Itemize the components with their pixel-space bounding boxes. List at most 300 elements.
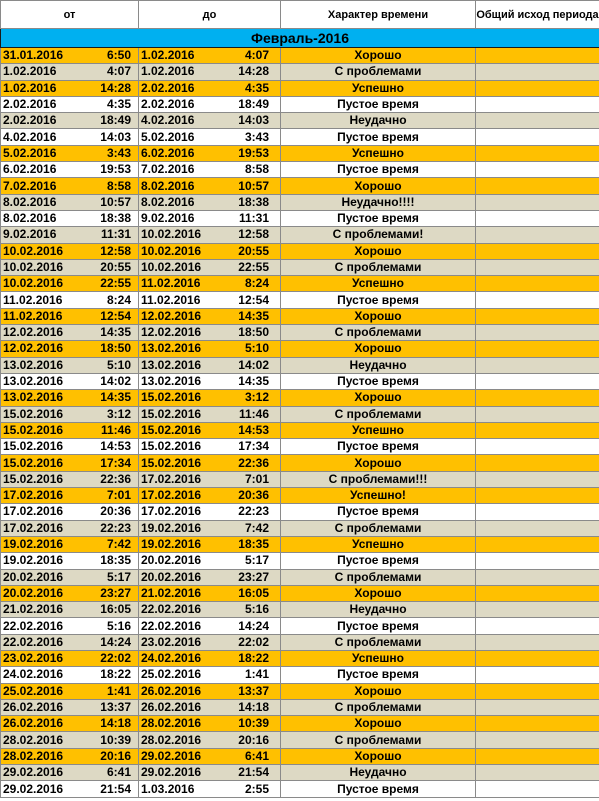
time-value: 8:58 — [244, 162, 269, 177]
cell-result — [476, 585, 599, 601]
time-value: 10:39 — [100, 732, 131, 747]
cell-to — [139, 373, 281, 389]
date-value: 26.02.2016 — [141, 683, 202, 698]
cell-type: С проблемами — [281, 520, 476, 536]
cell-from — [1, 504, 139, 520]
cell-from — [1, 325, 139, 341]
date-value: 13.02.2016 — [141, 341, 202, 356]
date-value: 31.01.2016 — [3, 48, 64, 63]
month-label: Февраль-2016 — [1, 29, 599, 48]
date-value: 17.02.2016 — [3, 520, 64, 535]
time-value: 5:16 — [244, 602, 269, 617]
date-value: 28.02.2016 — [141, 732, 202, 747]
time-value: 14:24 — [100, 634, 131, 649]
time-value: 21:54 — [100, 781, 131, 796]
time-value: 2:55 — [244, 781, 269, 796]
date-value: 19.02.2016 — [141, 520, 202, 535]
date-value: 13.02.2016 — [3, 374, 64, 389]
date-value: 9.02.2016 — [141, 211, 195, 226]
table-row — [1, 455, 599, 471]
cell-result — [476, 145, 599, 161]
date-value: 20.02.2016 — [141, 553, 202, 568]
table-row — [1, 471, 599, 487]
cell-type: Пустое время — [281, 210, 476, 226]
column-header-result: Общий исход периода — [476, 1, 599, 29]
date-value: 11.02.2016 — [3, 308, 63, 323]
cell-from — [1, 390, 139, 406]
table-row — [1, 325, 599, 341]
date-value: 15.02.2016 — [141, 422, 202, 437]
time-value: 12:58 — [238, 227, 269, 242]
time-value: 18:49 — [238, 97, 269, 112]
cell-from — [1, 667, 139, 683]
time-value: 1:41 — [244, 667, 269, 682]
column-header-to: до — [139, 1, 281, 29]
cell-to — [139, 699, 281, 715]
cell-from — [1, 520, 139, 536]
time-value: 18:38 — [238, 194, 269, 209]
date-value: 6.02.2016 — [141, 145, 195, 160]
cell-result — [476, 422, 599, 438]
table-row — [1, 210, 599, 226]
time-value: 11:31 — [238, 211, 269, 226]
cell-to — [139, 276, 281, 292]
cell-result — [476, 162, 599, 178]
table-row — [1, 716, 599, 732]
table-row — [1, 667, 599, 683]
date-value: 20.02.2016 — [141, 569, 202, 584]
cell-to — [139, 129, 281, 145]
cell-result — [476, 667, 599, 683]
cell-to — [139, 650, 281, 666]
cell-result — [476, 732, 599, 748]
time-value: 19:53 — [238, 145, 269, 160]
cell-from — [1, 455, 139, 471]
cell-result — [476, 618, 599, 634]
date-value: 23.02.2016 — [141, 634, 202, 649]
cell-type: Неудачно — [281, 113, 476, 129]
cell-result — [476, 373, 599, 389]
time-value: 20:55 — [100, 260, 131, 274]
table-row — [1, 683, 599, 699]
cell-to — [139, 471, 281, 487]
date-value: 10.02.2016 — [3, 243, 64, 258]
cell-result — [476, 765, 599, 781]
table-row — [1, 308, 599, 324]
cell-result — [476, 276, 599, 292]
cell-type: С проблемами! — [281, 227, 476, 243]
date-value: 7.02.2016 — [3, 178, 57, 193]
cell-from — [1, 276, 139, 292]
time-value: 22:36 — [100, 471, 131, 486]
table-row — [1, 227, 599, 243]
date-value: 26.02.2016 — [3, 700, 64, 715]
cell-from — [1, 178, 139, 194]
time-value: 16:05 — [100, 602, 131, 617]
date-value: 22.02.2016 — [3, 618, 64, 633]
time-value: 14:53 — [100, 439, 131, 454]
cell-type: Пустое время — [281, 667, 476, 683]
time-value: 5:17 — [106, 569, 131, 584]
time-value: 4:07 — [106, 64, 131, 79]
date-value: 17.02.2016 — [141, 488, 202, 503]
date-value: 15.02.2016 — [141, 390, 202, 405]
cell-result — [476, 602, 599, 618]
time-value: 14:53 — [238, 422, 269, 437]
date-value: 1.02.2016 — [3, 64, 57, 79]
cell-to — [139, 162, 281, 178]
table-row — [1, 422, 599, 438]
time-value: 21:54 — [238, 765, 269, 780]
cell-result — [476, 48, 599, 64]
date-value: 1.03.2016 — [141, 781, 195, 796]
time-value: 11:31 — [100, 227, 131, 242]
cell-result — [476, 553, 599, 569]
table-row — [1, 64, 599, 80]
time-value: 12:54 — [100, 308, 131, 323]
cell-result — [476, 634, 599, 650]
date-value: 17.02.2016 — [3, 488, 64, 503]
cell-type: Пустое время — [281, 504, 476, 520]
table-row — [1, 373, 599, 389]
date-value: 29.02.2016 — [141, 748, 202, 763]
date-value: 2.02.2016 — [141, 80, 195, 95]
date-value: 2.02.2016 — [3, 97, 57, 112]
date-value: 15.02.2016 — [3, 422, 64, 437]
date-value: 1.02.2016 — [3, 80, 57, 95]
cell-from — [1, 80, 139, 96]
table-row — [1, 341, 599, 357]
cell-from — [1, 210, 139, 226]
cell-type: Пустое время — [281, 373, 476, 389]
cell-to — [139, 553, 281, 569]
cell-from — [1, 650, 139, 666]
cell-type: С проблемами — [281, 732, 476, 748]
cell-to — [139, 145, 281, 161]
time-value: 22:02 — [238, 634, 269, 649]
cell-to — [139, 748, 281, 764]
cell-from — [1, 64, 139, 80]
time-value: 23:27 — [100, 585, 131, 600]
time-value: 10:57 — [238, 178, 269, 193]
cell-type: Пустое время — [281, 781, 476, 797]
date-value: 6.02.2016 — [3, 162, 57, 177]
time-value: 4:35 — [106, 97, 131, 112]
time-value: 10:57 — [100, 194, 131, 209]
cell-result — [476, 227, 599, 243]
date-value: 19.02.2016 — [3, 553, 64, 568]
cell-type: Неудачно — [281, 765, 476, 781]
cell-to — [139, 48, 281, 64]
cell-type: Хорошо — [281, 48, 476, 64]
time-value: 14:02 — [238, 357, 269, 372]
cell-result — [476, 781, 599, 797]
date-value: 10.02.2016 — [3, 276, 64, 291]
cell-type: Успешно — [281, 536, 476, 552]
cell-type: С проблемами — [281, 634, 476, 650]
cell-from — [1, 48, 139, 64]
cell-result — [476, 504, 599, 520]
date-value: 24.02.2016 — [3, 667, 64, 682]
date-value: 29.02.2016 — [141, 765, 202, 780]
cell-result — [476, 80, 599, 96]
time-value: 11:46 — [238, 406, 269, 421]
time-value: 3:43 — [106, 145, 131, 160]
cell-from — [1, 292, 139, 308]
cell-from — [1, 243, 139, 259]
time-value: 1:41 — [106, 683, 131, 698]
cell-type: Успешно — [281, 650, 476, 666]
cell-to — [139, 292, 281, 308]
time-value: 3:12 — [244, 390, 269, 405]
table-row — [1, 48, 599, 64]
cell-type: Хорошо — [281, 390, 476, 406]
cell-type: Хорошо — [281, 243, 476, 259]
cell-from — [1, 699, 139, 715]
time-value: 14:18 — [238, 700, 269, 715]
date-value: 22.02.2016 — [141, 618, 202, 633]
date-value: 12.02.2016 — [3, 341, 64, 356]
time-value: 6:50 — [106, 48, 131, 63]
time-value: 14:35 — [238, 308, 269, 323]
date-value: 10.02.2016 — [141, 260, 202, 274]
cell-to — [139, 455, 281, 471]
date-value: 9.02.2016 — [3, 227, 57, 242]
header-row — [1, 1, 599, 29]
date-value: 24.02.2016 — [141, 651, 202, 666]
cell-to — [139, 243, 281, 259]
table-row — [1, 699, 599, 715]
date-value: 21.02.2016 — [141, 585, 202, 600]
cell-to — [139, 308, 281, 324]
cell-from — [1, 373, 139, 389]
cell-from — [1, 422, 139, 438]
cell-result — [476, 390, 599, 406]
date-value: 28.02.2016 — [141, 716, 202, 731]
cell-result — [476, 683, 599, 699]
date-value: 13.02.2016 — [141, 357, 202, 372]
date-value: 12.02.2016 — [141, 325, 202, 340]
cell-result — [476, 406, 599, 422]
date-value: 15.02.2016 — [3, 471, 64, 486]
time-value: 22:23 — [100, 520, 131, 535]
cell-result — [476, 178, 599, 194]
cell-result — [476, 520, 599, 536]
cell-from — [1, 308, 139, 324]
cell-type: Успешно — [281, 145, 476, 161]
cell-to — [139, 520, 281, 536]
cell-to — [139, 390, 281, 406]
time-value: 19:53 — [100, 162, 131, 177]
date-value: 12.02.2016 — [3, 325, 64, 340]
cell-from — [1, 716, 139, 732]
date-value: 19.02.2016 — [3, 537, 64, 552]
time-value: 20:16 — [100, 748, 131, 763]
time-value: 22:23 — [238, 504, 269, 519]
cell-from — [1, 357, 139, 373]
date-value: 19.02.2016 — [141, 537, 202, 552]
cell-to — [139, 732, 281, 748]
time-value: 20:55 — [238, 243, 269, 258]
date-value: 4.02.2016 — [141, 113, 195, 128]
date-value: 8.02.2016 — [3, 194, 57, 209]
cell-from — [1, 113, 139, 129]
date-value: 13.02.2016 — [3, 357, 64, 372]
time-value: 18:50 — [238, 325, 269, 340]
cell-to — [139, 667, 281, 683]
time-value: 10:39 — [238, 716, 269, 731]
time-value: 22:36 — [238, 455, 269, 470]
cell-to — [139, 585, 281, 601]
table-row — [1, 243, 599, 259]
cell-type: Успешно — [281, 80, 476, 96]
table-row — [1, 80, 599, 96]
time-value: 14:35 — [238, 374, 269, 389]
table-row — [1, 292, 599, 308]
cell-from — [1, 634, 139, 650]
cell-type: С проблемами — [281, 699, 476, 715]
date-value: 29.02.2016 — [3, 781, 64, 796]
time-value: 14:02 — [100, 374, 131, 389]
time-value: 18:35 — [238, 537, 269, 552]
cell-type: Хорошо — [281, 341, 476, 357]
time-value: 7:01 — [244, 471, 269, 486]
cell-result — [476, 471, 599, 487]
date-value: 2.02.2016 — [3, 113, 57, 128]
cell-from — [1, 194, 139, 210]
table-row — [1, 259, 599, 275]
cell-to — [139, 178, 281, 194]
time-value: 23:27 — [238, 569, 269, 584]
cell-from — [1, 471, 139, 487]
cell-to — [139, 634, 281, 650]
table-row — [1, 602, 599, 618]
cell-to — [139, 683, 281, 699]
date-value: 1.02.2016 — [141, 64, 195, 79]
cell-from — [1, 536, 139, 552]
cell-result — [476, 210, 599, 226]
time-value: 7:01 — [106, 488, 131, 503]
cell-result — [476, 357, 599, 373]
time-value: 5:17 — [244, 553, 269, 568]
cell-to — [139, 210, 281, 226]
cell-type: Хорошо — [281, 683, 476, 699]
cell-from — [1, 129, 139, 145]
table-row — [1, 569, 599, 585]
date-value: 15.02.2016 — [141, 455, 202, 470]
time-value: 6:41 — [244, 748, 269, 763]
cell-type: Хорошо — [281, 716, 476, 732]
cell-type: С проблемами — [281, 259, 476, 275]
date-value: 4.02.2016 — [3, 129, 57, 144]
cell-result — [476, 650, 599, 666]
date-value: 11.02.2016 — [141, 292, 201, 307]
date-value: 15.02.2016 — [141, 439, 202, 454]
cell-result — [476, 455, 599, 471]
time-value: 11:46 — [100, 422, 131, 437]
date-value: 15.02.2016 — [3, 406, 64, 421]
cell-from — [1, 781, 139, 797]
cell-result — [476, 243, 599, 259]
date-value: 15.02.2016 — [3, 455, 64, 470]
table-row — [1, 162, 599, 178]
cell-to — [139, 504, 281, 520]
cell-result — [476, 341, 599, 357]
table-row — [1, 390, 599, 406]
time-value: 3:43 — [244, 129, 269, 144]
date-value: 22.02.2016 — [3, 634, 64, 649]
cell-from — [1, 602, 139, 618]
date-value: 23.02.2016 — [3, 651, 64, 666]
cell-to — [139, 259, 281, 275]
cell-to — [139, 113, 281, 129]
table-row — [1, 553, 599, 569]
cell-to — [139, 80, 281, 96]
month-row — [1, 29, 599, 48]
time-value: 17:34 — [100, 455, 131, 470]
table-row — [1, 439, 599, 455]
cell-result — [476, 569, 599, 585]
table-row — [1, 96, 599, 112]
time-value: 20:36 — [100, 504, 131, 519]
cell-to — [139, 618, 281, 634]
table-row — [1, 276, 599, 292]
table-row — [1, 520, 599, 536]
table-row — [1, 585, 599, 601]
time-value: 8:24 — [244, 276, 269, 291]
time-value: 8:58 — [106, 178, 131, 193]
date-value: 17.02.2016 — [141, 504, 202, 519]
cell-result — [476, 488, 599, 504]
date-value: 7.02.2016 — [141, 162, 195, 177]
time-value: 14:28 — [100, 80, 131, 95]
date-value: 21.02.2016 — [3, 602, 64, 617]
cell-type: Пустое время — [281, 129, 476, 145]
time-value: 7:42 — [106, 537, 131, 552]
date-value: 22.02.2016 — [141, 602, 202, 617]
cell-type: С проблемами!!! — [281, 471, 476, 487]
cell-result — [476, 194, 599, 210]
cell-to — [139, 716, 281, 732]
time-value: 20:36 — [238, 488, 269, 503]
cell-type: Успешно! — [281, 488, 476, 504]
cell-result — [476, 129, 599, 145]
cell-type: Хорошо — [281, 308, 476, 324]
table-row — [1, 536, 599, 552]
time-value: 13:37 — [100, 700, 131, 715]
time-value: 20:16 — [238, 732, 269, 747]
cell-type: Пустое время — [281, 96, 476, 112]
table-row — [1, 113, 599, 129]
cell-type: С проблемами — [281, 569, 476, 585]
cell-result — [476, 748, 599, 764]
cell-type: Хорошо — [281, 585, 476, 601]
time-value: 18:49 — [100, 113, 131, 128]
column-header-from: от — [1, 1, 139, 29]
cell-from — [1, 618, 139, 634]
table-row — [1, 634, 599, 650]
time-value: 14:18 — [100, 716, 131, 731]
cell-to — [139, 569, 281, 585]
time-value: 3:12 — [106, 406, 131, 421]
cell-result — [476, 96, 599, 112]
date-value: 11.02.2016 — [141, 276, 201, 291]
time-value: 18:50 — [100, 341, 131, 356]
date-value: 20.02.2016 — [3, 585, 64, 600]
cell-to — [139, 325, 281, 341]
date-value: 17.02.2016 — [3, 504, 64, 519]
time-value: 18:35 — [100, 553, 131, 568]
